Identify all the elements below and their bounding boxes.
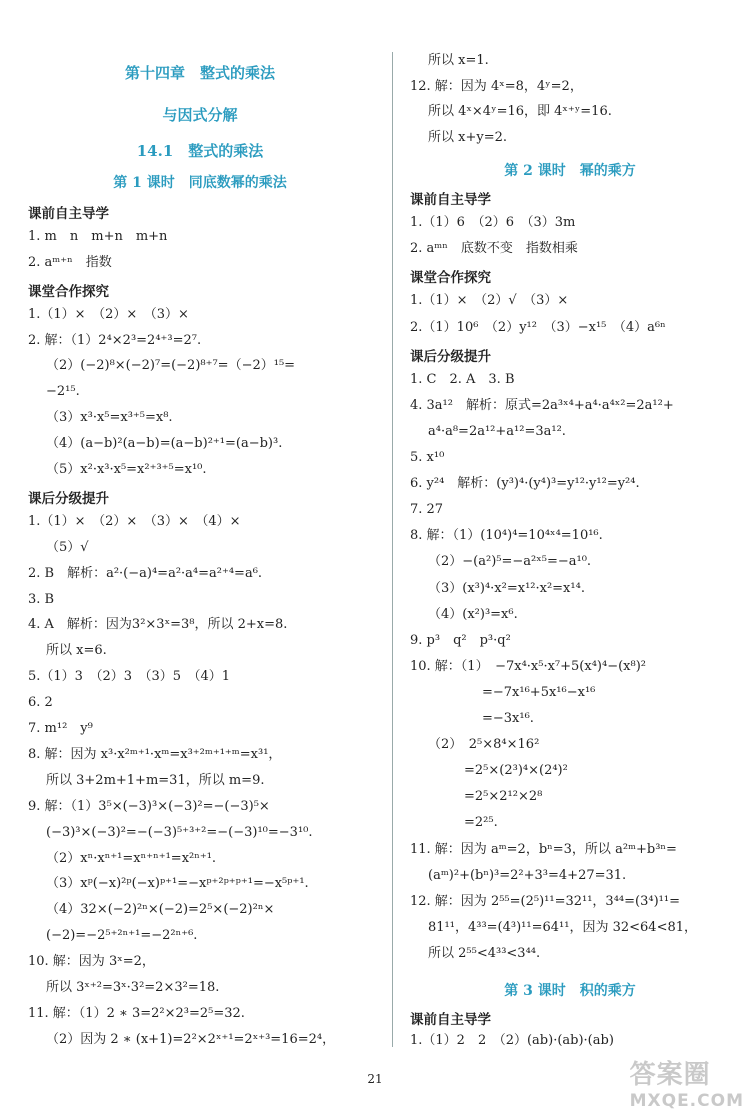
answer-line: 2. B 解析：a²·(−a)⁴=a²·a⁴=a²⁺⁴=a⁶. [28, 565, 263, 581]
answer-line: 4. 3a¹² 解析：原式=2a³ˣ⁴+a⁴·a⁴ˣ²=2a¹²+ [410, 397, 674, 413]
answer-line: 2.（1）10⁶ （2）y¹² （3）−x¹⁵ （4）a⁶ⁿ [410, 319, 666, 335]
answer-line: 8. 解：因为 x³·x²ᵐ⁺¹·xᵐ=x³⁺²ᵐ⁺¹⁺ᵐ=x³¹， [28, 746, 282, 762]
answer-line: 5.（1）3 （2）3 （3）5 （4）1 [28, 669, 231, 685]
section-heading: 课后分级提升 [28, 490, 109, 507]
answer-line: 10. 解：因为 3ˣ=2， [28, 954, 155, 970]
section-heading: 课后分级提升 [410, 348, 491, 365]
answer-line: （4）32×(−2)²ⁿ×(−2)=2⁵×(−2)²ⁿ× [46, 902, 275, 918]
answer-line: 2. 解：（1）2⁴×2³=2⁴⁺³=2⁷. [28, 332, 202, 348]
answer-line: 1. m n m+n m+n [28, 228, 168, 244]
answer-line: 7. 27 [410, 502, 444, 518]
answer-line: 11. 解：因为 aᵐ=2，bⁿ=3，所以 a²ᵐ+b³ⁿ= [410, 841, 677, 857]
answer-line: 9. p³ q² p³·q² [410, 632, 511, 648]
section-heading: 课前自主导学 [410, 192, 491, 208]
watermark-domain: MXQE.COM [629, 1091, 744, 1111]
answer-line: 81¹¹，4³³=(4³)¹¹=64¹¹，因为 32<64<81， [428, 919, 698, 935]
watermark-logo [630, 1054, 744, 1111]
answer-line: 6. y²⁴ 解析：(y³)⁴·(y⁴)³=y¹²·y¹²=y²⁴. [410, 476, 640, 492]
answer-line: （3）(x³)⁴·x²=x¹²·x²=x¹⁴. [428, 580, 585, 596]
page-number: 21 [367, 1072, 383, 1086]
section-heading: 课前自主导学 [410, 1012, 491, 1028]
answer-line: 2. aᵐ⁺ⁿ 指数 [28, 254, 112, 270]
answer-line: (−3)³×(−3)²=−(−3)⁵⁺³⁺²=−(−3)¹⁰=−3¹⁰. [46, 824, 313, 840]
answer-line: =2²⁵. [464, 815, 498, 831]
answer-line: 所以 x=6. [46, 643, 107, 659]
answer-line: （2）−(a²)⁵=−a²ˣ⁵=−a¹⁰. [428, 554, 592, 570]
answer-line: (−2)=−2⁵⁺²ⁿ⁺¹=−2²ⁿ⁺⁶. [46, 928, 198, 944]
answer-line: =2⁵×2¹²×2⁸ [464, 789, 543, 805]
chapter-subtitle: 与因式分解 [162, 106, 238, 124]
answer-line: （2）(−2)⁸×(−2)⁷=(−2)⁸⁺⁷=（−2）¹⁵= [46, 358, 296, 374]
answer-line: =−3x¹⁶. [482, 711, 534, 726]
answer-line: （4）(x²)³=x⁶. [428, 606, 518, 622]
lesson-1-title: 第 1 课时 同底数幂的乘法 [113, 175, 287, 191]
lesson-2-title: 第 2 课时 幂的乘方 [504, 163, 636, 179]
answer-line: 所以 2⁵⁵<4³³<3⁴⁴. [428, 945, 541, 961]
answer-line: （2）因为 2 ∗ (x+1)=2²×2ˣ⁺¹=2ˣ⁺³=16=2⁴， [46, 1031, 336, 1047]
answer-line: 11. 解：（1）2 ∗ 3=2²×2³=2⁵=32. [28, 1005, 245, 1021]
answer-line: 所以 x=1. [428, 53, 489, 68]
answer-line: 1.（1）× （2）× （3）× [28, 306, 189, 322]
answer-line: （5）x²·x³·x⁵=x²⁺³⁺⁵=x¹⁰. [46, 462, 207, 477]
answer-line: 所以 3ˣ⁺²=3ˣ·3²=2×3²=18. [46, 980, 220, 995]
answer-line: 12. 解：因为 4ˣ=8，4ʸ=2， [410, 78, 583, 94]
chapter-title: 第十四章 整式的乘法 [124, 64, 275, 82]
answer-line: （5）√ [46, 539, 89, 555]
lesson-3-title: 第 3 课时 积的乘方 [504, 983, 636, 999]
answer-line: 4. A 解析：因为3²×3ˣ=3⁸，所以 2+x=8. [28, 617, 288, 633]
answer-line: −2¹⁵. [46, 384, 80, 400]
answer-line: 8. 解：（1）(10⁴)⁴=10⁴ˣ⁴=10¹⁶. [410, 528, 603, 544]
answer-line: 1.（1）× （2）√ （3）× [410, 293, 569, 309]
answer-line: 所以 4ˣ×4ʸ=16，即 4ˣ⁺ʸ=16. [428, 104, 612, 119]
answer-line: 1.（1）6 （2）6 （3）3m [410, 215, 576, 231]
section-heading: 课堂合作探究 [410, 270, 491, 287]
answer-line: 2. aᵐⁿ 底数不变 指数相乘 [410, 241, 578, 257]
answer-line: =−7x¹⁶+5x¹⁶−x¹⁶ [482, 684, 596, 700]
answer-line: （2） 2⁵×8⁴×16² [428, 737, 540, 753]
section-heading: 课前自主导学 [28, 206, 109, 222]
answer-line: 所以 3+2m+1+m=31，所以 m=9. [46, 772, 265, 788]
answer-line: 所以 x+y=2. [428, 129, 507, 145]
answer-line: 12. 解：因为 2⁵⁵=(2⁵)¹¹=32¹¹，3⁴⁴=(3⁴)¹¹= [410, 893, 680, 909]
answer-line: (aᵐ)²+(bⁿ)³=2²+3³=4+27=31. [428, 867, 627, 883]
answer-line: （2）xⁿ·xⁿ⁺¹=xⁿ⁺ⁿ⁺¹=x²ⁿ⁺¹. [46, 850, 217, 866]
section-title: 14.1 整式的乘法 [136, 142, 264, 160]
answer-line: 6. 2 [28, 695, 53, 711]
answer-line: 1.（1）2 2 （2）(ab)·(ab)·(ab) [410, 1033, 614, 1048]
section-heading: 课堂合作探究 [28, 283, 109, 300]
answer-line: 10. 解：（1） −7x⁴·x⁵·x⁷+5(x⁴)⁴−(x⁸)² [410, 658, 646, 674]
answer-line: a⁴·a⁸=2a¹²+a¹²=3a¹². [428, 423, 566, 439]
answer-line: 7. m¹² y⁹ [28, 721, 93, 736]
answer-line: 5. x¹⁰ [410, 450, 445, 465]
answer-line: 1.（1）× （2）× （3）× （4）× [28, 513, 241, 529]
answer-line: （3）x³·x⁵=x³⁺⁵=x⁸. [46, 410, 173, 426]
answer-line: =2⁵×(2³)⁴×(2⁴)² [464, 763, 568, 779]
answer-line: 1. C 2. A 3. B [410, 371, 515, 387]
answer-line: （3）xᵖ(−x)²ᵖ(−x)ᵖ⁺¹=−xᵖ⁺²ᵖ⁺ᵖ⁺¹=−x⁵ᵖ⁺¹. [46, 876, 309, 892]
answer-line: 9. 解：（1）3⁵×(−3)³×(−3)²=−(−3)⁵× [28, 798, 270, 814]
watermark-text: 答案圈 [629, 1060, 711, 1090]
answer-line: 3. B [28, 591, 55, 607]
column-divider [392, 52, 393, 1047]
answer-line: （4）(a−b)²(a−b)=(a−b)²⁺¹=(a−b)³. [46, 436, 283, 452]
